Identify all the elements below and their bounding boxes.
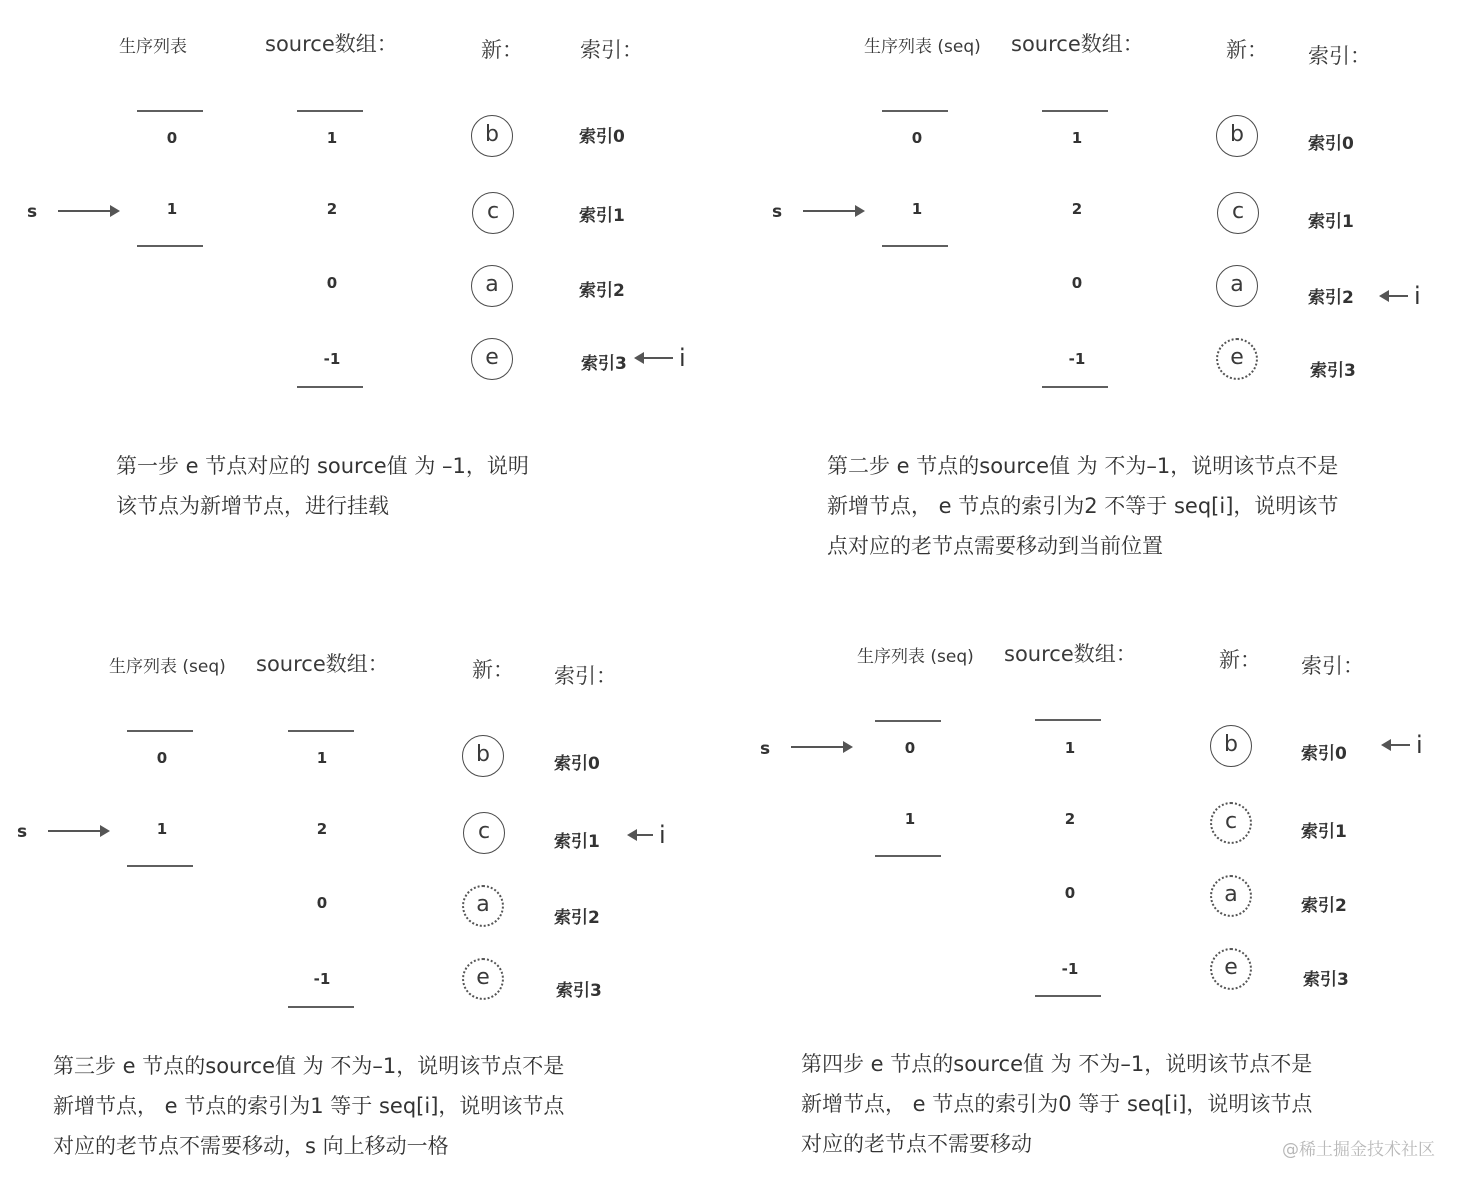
index-label: 索引1 — [554, 832, 600, 852]
s-pointer-label: s — [760, 739, 771, 759]
s-pointer-label: s — [27, 202, 38, 222]
node-b: b — [471, 115, 513, 157]
node-a: a — [471, 265, 513, 307]
source-bottom-bar — [288, 1006, 354, 1008]
source-bottom-bar — [1035, 995, 1101, 997]
source-value: 2 — [1064, 810, 1076, 828]
index-label: 索引2 — [1308, 288, 1354, 308]
node-c-dashed: c — [1210, 802, 1252, 844]
node-c: c — [1217, 192, 1259, 234]
node-e: e — [471, 338, 513, 380]
node-e-dashed: e — [1216, 338, 1258, 380]
watermark: @稀土掘金技术社区 — [1282, 1140, 1435, 1160]
index-header: 索引： — [554, 664, 617, 688]
index-label: 索引2 — [579, 281, 625, 301]
seq-header: 生序列表 (seq) — [857, 647, 974, 667]
seq-value: 1 — [166, 200, 178, 218]
index-label: 索引0 — [554, 754, 600, 774]
index-label: 索引3 — [1303, 970, 1349, 990]
step-description: 第四步 e 节点的source值 为 不为–1，说明该节点不是 新增节点， e 节点的索引为0 等于 seq[i]，说明该节点 对应的老节点不需要移动 — [801, 1052, 1313, 1156]
source-value: 2 — [326, 200, 338, 218]
seq-header: 生序列表 (seq) — [864, 37, 981, 57]
source-header: source数组： — [1011, 32, 1144, 56]
node-b: b — [462, 735, 504, 777]
node-a-dashed: a — [462, 885, 504, 927]
source-top-bar — [288, 730, 354, 732]
seq-bottom-bar — [882, 245, 948, 247]
index-label: 索引0 — [1301, 744, 1347, 764]
seq-bottom-bar — [137, 245, 203, 247]
seq-value: 0 — [166, 129, 178, 147]
index-header: 索引： — [580, 38, 643, 62]
s-arrow-icon — [58, 210, 118, 212]
node-b: b — [1216, 115, 1258, 157]
seq-header: 生序列表 — [119, 37, 187, 57]
seq-top-bar — [882, 110, 948, 112]
seq-value: 0 — [156, 749, 168, 767]
s-arrow-icon — [48, 830, 108, 832]
s-arrow-icon — [791, 746, 851, 748]
step-description: 第二步 e 节点的source值 为 不为–1，说明该节点不是 新增节点， e 节点的索引为2 不等于 seq[i]，说明该节 点对应的老节点需要移动到当前位置 — [827, 454, 1339, 558]
seq-top-bar — [127, 730, 193, 732]
node-c: c — [463, 812, 505, 854]
node-a-dashed: a — [1210, 875, 1252, 917]
step-2-diagram — [745, 0, 1472, 600]
i-pointer: i — [1390, 733, 1423, 757]
step-description: 第三步 e 节点的source值 为 不为–1，说明该节点不是 新增节点， e 节点的索引为1 等于 seq[i]，说明该节点 对应的老节点不需要移动，s 向上移动一格 — [53, 1054, 565, 1158]
seq-top-bar — [137, 110, 203, 112]
source-value: 2 — [316, 820, 328, 838]
new-header: 新： — [472, 658, 514, 682]
step-1-diagram — [0, 0, 736, 600]
source-top-bar — [1035, 719, 1101, 721]
new-header: 新： — [1226, 38, 1268, 62]
seq-value: 0 — [904, 739, 916, 757]
seq-value: 1 — [904, 810, 916, 828]
node-b: b — [1210, 725, 1252, 767]
source-value: 0 — [1064, 884, 1076, 902]
left-arrow-icon — [1388, 295, 1408, 297]
step-3-diagram — [0, 620, 736, 1186]
left-arrow-icon — [1390, 744, 1410, 746]
index-header: 索引： — [1301, 654, 1364, 678]
seq-header: 生序列表 (seq) — [109, 657, 226, 677]
node-e-dashed: e — [1210, 948, 1252, 990]
left-arrow-icon — [636, 834, 653, 836]
seq-bottom-bar — [875, 855, 941, 857]
source-value: 1 — [326, 129, 338, 147]
seq-top-bar — [875, 720, 941, 722]
i-pointer: i — [643, 346, 686, 370]
source-value: 2 — [1071, 200, 1083, 218]
new-header: 新： — [481, 38, 523, 62]
source-value: -1 — [1061, 960, 1079, 978]
seq-value: 1 — [911, 200, 923, 218]
index-label: 索引1 — [1301, 822, 1347, 842]
source-value: 0 — [326, 274, 338, 292]
index-label: 索引3 — [1310, 361, 1356, 381]
i-pointer: i — [1388, 284, 1421, 308]
source-top-bar — [1042, 110, 1108, 112]
source-value: -1 — [1068, 350, 1086, 368]
index-label: 索引1 — [579, 206, 625, 226]
source-bottom-bar — [297, 386, 363, 388]
source-header: source数组： — [256, 652, 389, 676]
index-label: 索引1 — [1308, 212, 1354, 232]
source-value: -1 — [313, 970, 331, 988]
s-arrow-icon — [803, 210, 863, 212]
index-header: 索引： — [1308, 44, 1371, 68]
new-header: 新： — [1219, 648, 1261, 672]
index-label: 索引2 — [1301, 896, 1347, 916]
index-label: 索引3 — [581, 354, 627, 374]
node-e-dashed: e — [462, 958, 504, 1000]
source-value: 1 — [1064, 739, 1076, 757]
i-pointer: i — [636, 823, 666, 847]
index-label: 索引2 — [554, 908, 600, 928]
source-bottom-bar — [1042, 386, 1108, 388]
source-value: 1 — [316, 749, 328, 767]
step-4-diagram — [745, 610, 1472, 1186]
source-header: source数组： — [1004, 642, 1137, 666]
index-label: 索引0 — [1308, 134, 1354, 154]
seq-value: 1 — [156, 820, 168, 838]
seq-bottom-bar — [127, 865, 193, 867]
index-label: 索引0 — [579, 127, 625, 147]
node-a: a — [1216, 265, 1258, 307]
index-label: 索引3 — [556, 981, 602, 1001]
seq-value: 0 — [911, 129, 923, 147]
s-pointer-label: s — [772, 202, 783, 222]
source-top-bar — [297, 110, 363, 112]
s-pointer-label: s — [17, 822, 28, 842]
source-header: source数组： — [265, 32, 398, 56]
source-value: -1 — [323, 350, 341, 368]
source-value: 0 — [1071, 274, 1083, 292]
source-value: 1 — [1071, 129, 1083, 147]
node-c: c — [472, 192, 514, 234]
source-value: 0 — [316, 894, 328, 912]
step-description: 第一步 e 节点对应的 source值 为 –1，说明 该节点为新增节点，进行挂载 — [116, 454, 529, 518]
left-arrow-icon — [643, 357, 673, 359]
